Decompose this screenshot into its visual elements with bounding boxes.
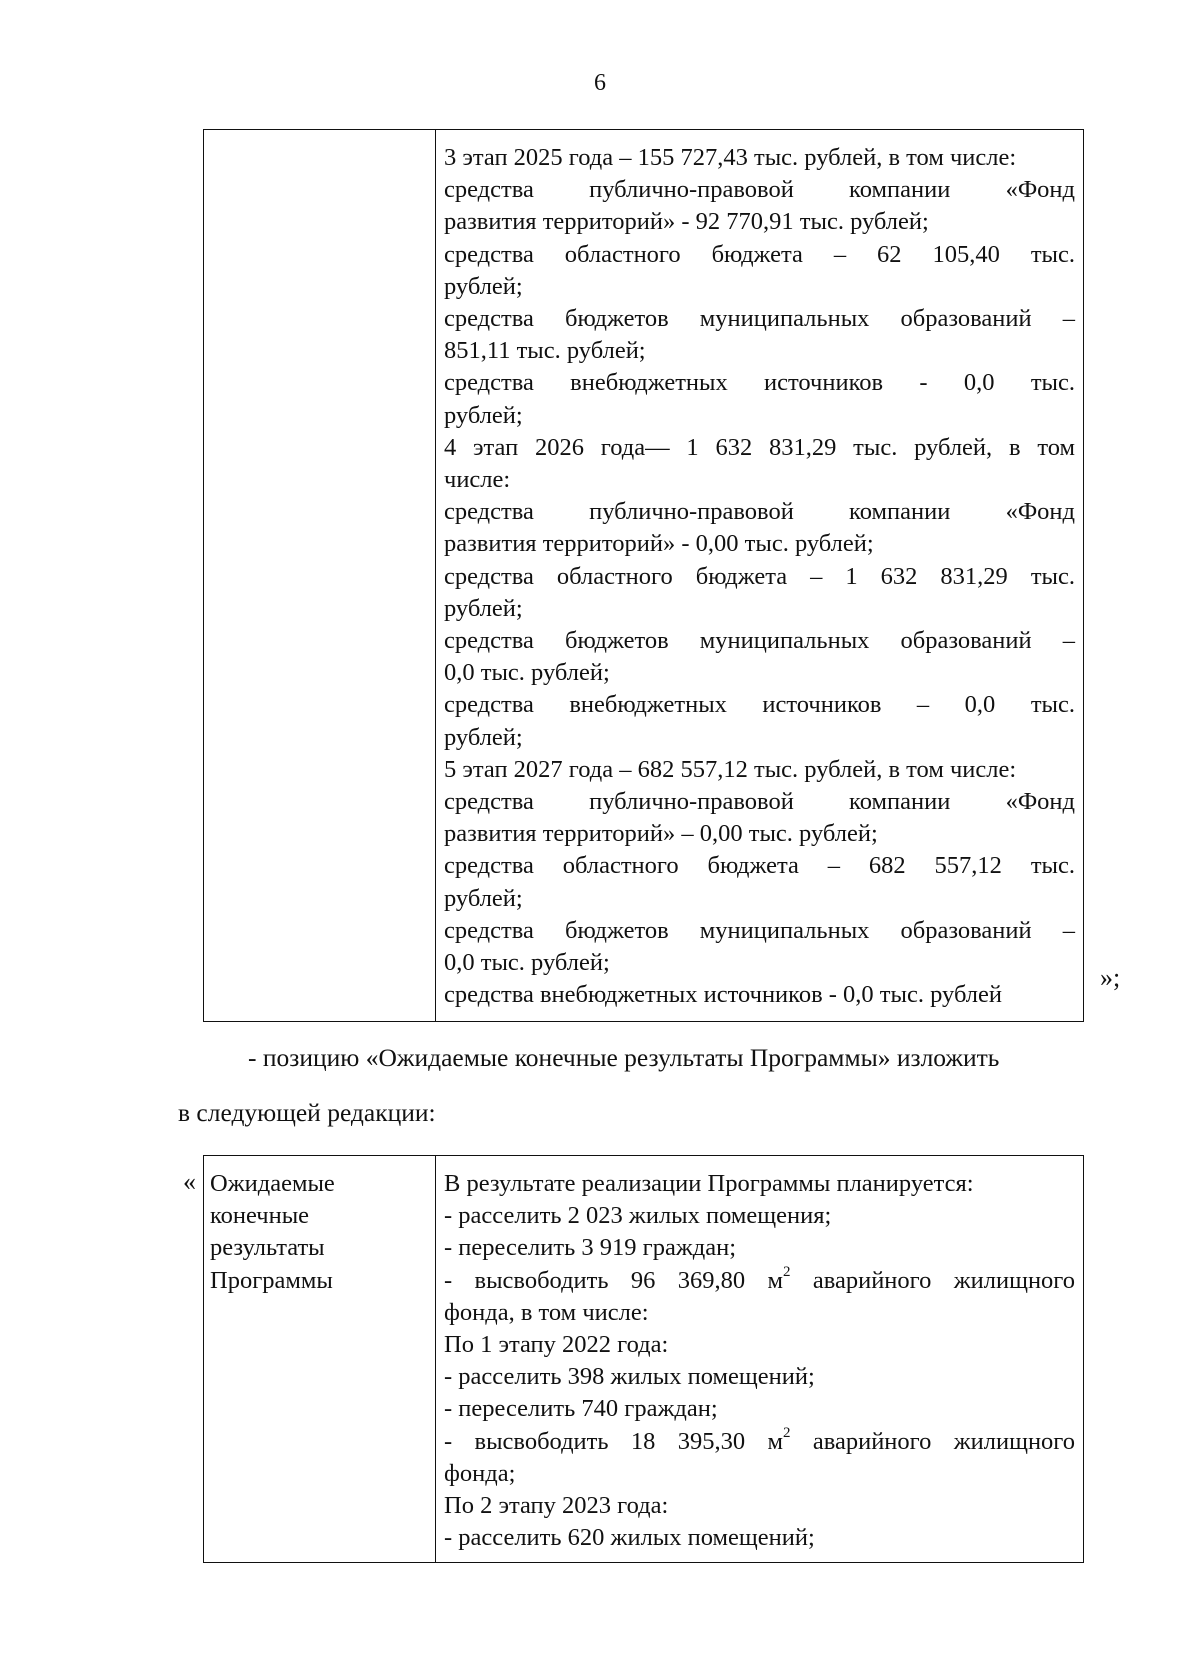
paragraph-line-1: - позицию «Ожидаемые конечные результаты Программы» изложить <box>248 1043 1000 1072</box>
results-table <box>203 1155 1084 1563</box>
funding-line: средства внебюджетных источников – 0,0 тыс. <box>444 691 1075 719</box>
funding-line: средства областного бюджета – 682 557,12 тыс. <box>444 852 1075 880</box>
results-label-line: конечные <box>210 1202 310 1230</box>
funding-line: средства областного бюджета – 1 632 831,29 тыс. <box>444 562 1075 590</box>
funding-line: рублей; <box>444 884 523 912</box>
paragraph-line-2: в следующей редакции: <box>178 1098 436 1127</box>
funding-line: рублей; <box>444 723 523 751</box>
funding-line: 0,0 тыс. рублей; <box>444 659 610 687</box>
funding-line: средства внебюджетных источников - 0,0 тыс. <box>444 369 1075 397</box>
results-line: фонда, в том числе: <box>444 1298 649 1326</box>
funding-line: рублей; <box>444 594 523 622</box>
results-line <box>444 1265 1075 1297</box>
results-line: - расселить 398 жилых помещений; <box>444 1363 815 1391</box>
results-label-line: результаты <box>210 1234 325 1262</box>
results-line: - расселить 2 023 жилых помещения; <box>444 1202 832 1230</box>
funding-line: средства внебюджетных источников - 0,0 тыс. рублей <box>444 981 1003 1009</box>
funding-line: развития территорий» – 0,00 тыс. рублей; <box>444 820 878 848</box>
superscript: 2 <box>782 1264 791 1281</box>
funding-table-left-cell <box>204 130 436 1021</box>
funding-line: средства бюджетов муниципальных образований – <box>444 305 1075 333</box>
results-line: По 2 этапу 2023 года: <box>444 1492 669 1520</box>
funding-line: 3 этап 2025 года – 155 727,43 тыс. рублей, в том числе: <box>444 144 1017 171</box>
results-line: По 1 этапу 2022 года: <box>444 1331 669 1359</box>
results-line: В результате реализации Программы планируется: <box>444 1170 974 1197</box>
funding-line: рублей; <box>444 272 523 300</box>
funding-line: 4 этап 2026 года— 1 632 831,29 тыс. рублей, в том <box>444 433 1075 461</box>
funding-line: средства публично-правовой компании «Фонд <box>444 176 1075 204</box>
results-table-left-cell <box>204 1156 436 1562</box>
funding-line: средства бюджетов муниципальных образований – <box>444 627 1075 655</box>
funding-line: развития территорий» - 0,00 тыс. рублей; <box>444 530 874 558</box>
funding-line: числе: <box>444 466 511 494</box>
results-line-text: - высвободить 96 369,80 м <box>444 1266 783 1294</box>
superscript: 2 <box>782 1425 791 1442</box>
opening-quote: « <box>183 1167 196 1196</box>
results-line: - расселить 620 жилых помещений; <box>444 1524 815 1552</box>
funding-line: развития территорий» - 92 770,91 тыс. рублей; <box>444 208 929 236</box>
results-label-line: Ожидаемые <box>210 1170 335 1197</box>
funding-line: рублей; <box>444 401 523 429</box>
funding-line: 851,11 тыс. рублей; <box>444 337 646 365</box>
closing-quote: »; <box>1100 963 1121 992</box>
results-line-text: аварийного жилищного <box>790 1266 1076 1294</box>
results-line <box>444 1426 1075 1458</box>
results-line: - переселить 740 граждан; <box>444 1395 718 1423</box>
funding-line: 5 этап 2027 года – 682 557,12 тыс. рублей, в том числе: <box>444 755 1017 783</box>
results-line-text: аварийного жилищного <box>790 1427 1076 1455</box>
funding-line: средства публично-правовой компании «Фонд <box>444 498 1075 526</box>
results-line-text: - высвободить 18 395,30 м <box>444 1427 783 1455</box>
funding-table <box>203 129 1084 1022</box>
results-line: - переселить 3 919 граждан; <box>444 1234 737 1262</box>
results-line: фонда; <box>444 1459 516 1487</box>
funding-line: 0,0 тыс. рублей; <box>444 949 610 977</box>
results-table-right-cell <box>436 1156 1083 1562</box>
funding-line: средства областного бюджета – 62 105,40 тыс. <box>444 240 1075 268</box>
funding-table-right-cell <box>436 130 1083 1021</box>
funding-line: средства бюджетов муниципальных образований – <box>444 916 1075 944</box>
page-number: 6 <box>594 70 606 96</box>
results-label-line: Программы <box>210 1266 333 1294</box>
funding-line: средства публично-правовой компании «Фонд <box>444 788 1075 816</box>
